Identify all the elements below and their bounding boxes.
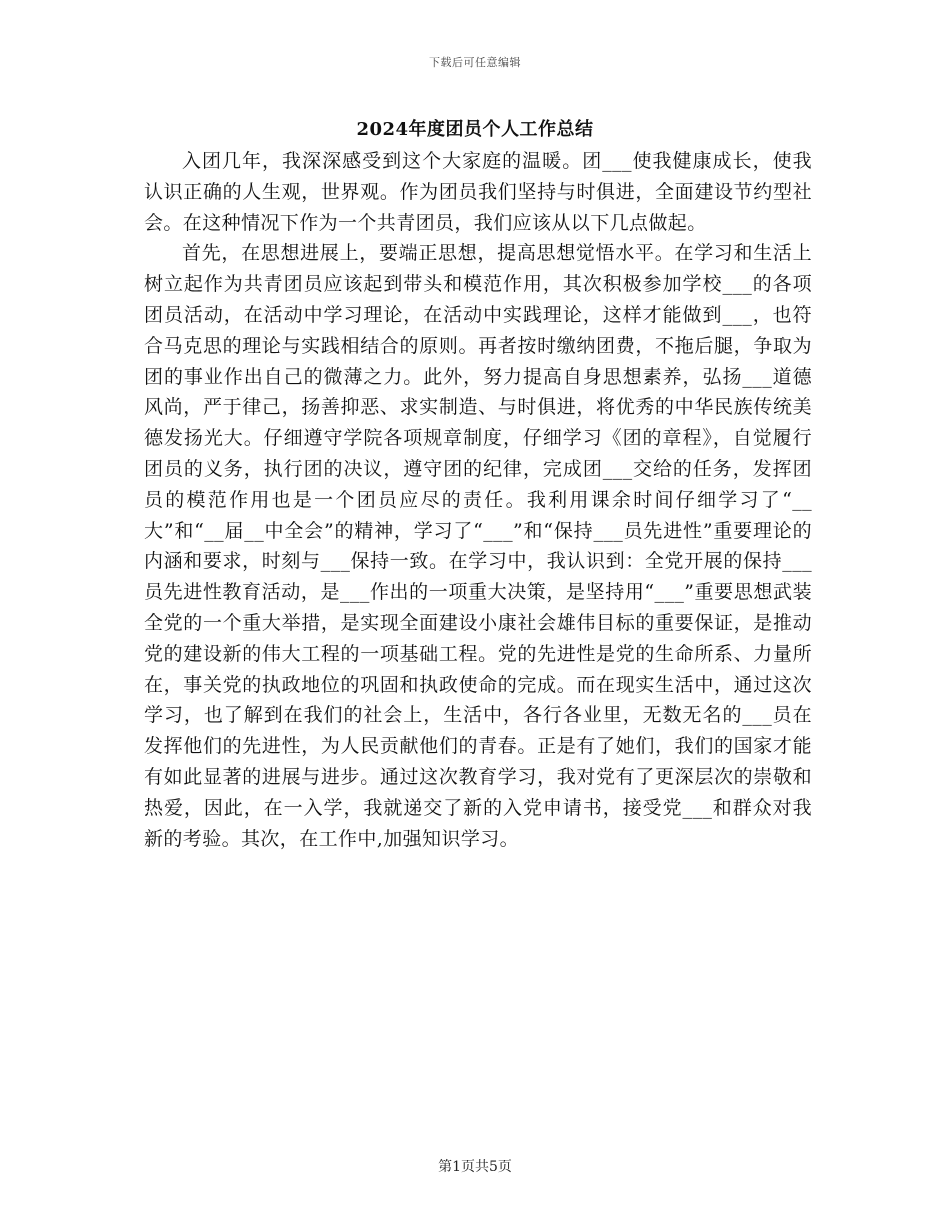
paragraph-intro: 入团几年，我深深感受到这个大家庭的温暖。团___使我健康成长，使我认识正确的人生观，世界观。作为团员我们坚持与时俱进，全面建设节约型社会。在这种情况下作为一个共青团员，我们应该从以下几点做起。 [144,150,812,234]
paragraph-thought-progress: 首先，在思想进展上，要端正思想，提高思想觉悟水平。在学习和生活上树立起作为共青团员应该起到带头和模范作用，其次积极参加学校___的各项团员活动，在活动中学习理论，在活动中实践理论，这样才能做到___，也符合马克思的理论与实践相结合的原则。再者按时缴纳团费，不拖后腿，争取为团的事业作出自己的微薄之力。此外，努力提高自身思想素养，弘扬___道德风尚，严于律己，扬善抑恶、求实制造、与时俱进，将优秀的中华民族传统美德发扬光大。仔细遵守学院各项规章制度，仔细学习《团的章程》，自觉履行团员的义务，执行团的决议，遵守团的纪律，完成团___交给的任务，发挥团员的模范作用也是一个团员应尽的责任。我利用课余时间仔细学习了“__大”和“__届__中全会”的精神，学习了“___”和“保持___员先进性”重要理论的内涵和要求，时刻与___保持一致。在学习中，我认识到：全党开展的保持___员先进性教育活动，是___作出的一项重大决策，是坚持用“___”重要思想武装全党的一个重大举措，是实现全面建设小康社会雄伟目标的重要保证，是推动党的建设新的伟大工程的一项基础工程。党的先进性是党的生命所系、力量所在，事关党的执政地位的巩固和执政使命的完成。而在现实生活中，通过这次学习，也了解到在我们的社会上，生活中，各行各业里，无数无名的___员在发挥他们的先进性，为人民贡献他们的青春。正是有了她们，我们的国家才能有如此显著的进展与进步。通过这次教育学习，我对党有了更深层次的崇敬和热爱，因此，在一入学，我就递交了新的入党申请书，接受党___和群众对我新的考验。其次，在工作中,加强知识学习。 [144,242,812,850]
page-header-note: 下载后可任意编辑 [429,56,521,69]
page-number: 第1页共5页 [438,1159,512,1175]
document-body [144,146,812,854]
document-title: 2024年度团员个人工作总结 [356,119,594,140]
